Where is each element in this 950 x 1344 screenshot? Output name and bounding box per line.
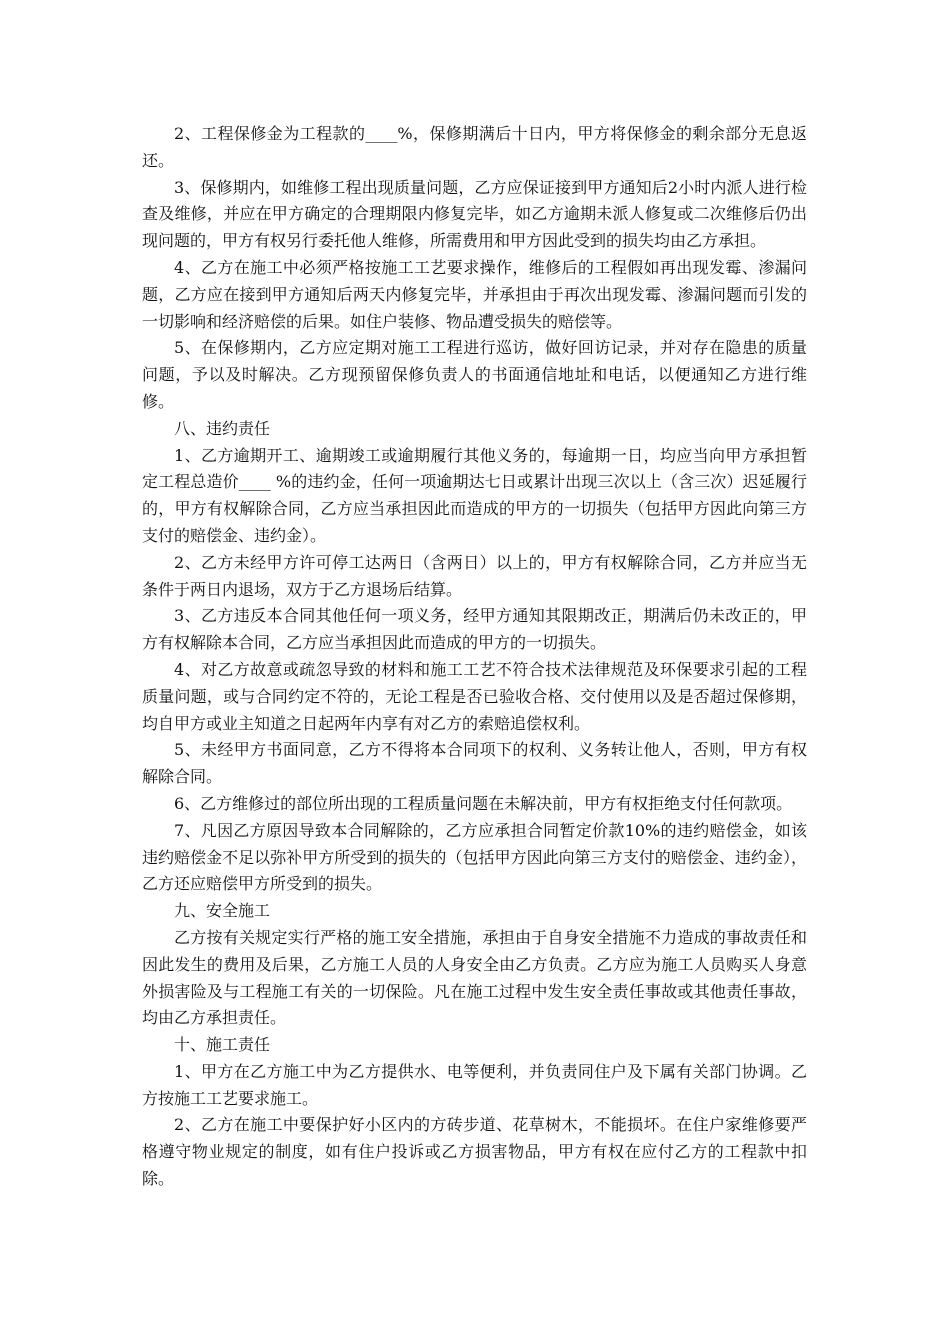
- paragraph-breach-1: 1、乙方逾期开工、逾期竣工或逾期履行其他义务的，每逾期一日，均应当向甲方承担暂定工程总造价____ %的违约金，任何一项逾期达七日或累计出现三次以上（含三次）迟延履行的，甲方有权解除合同，乙方应当承担因此而造成的甲方的一切损失（包括甲方因此向第三方支付的赔偿金、违约金）。: [142, 445, 807, 545]
- paragraph-safety: 乙方按有关规定实行严格的施工安全措施，承担由于自身安全措施不力造成的事故责任和因此发生的费用及后果，乙方施工人员的人身安全由乙方负责。乙方应为施工人员购买人身意外损害险及与工程施工有关的一切保险。凡在施工过程中发生安全责任事故或其他责任事故，均由乙方承担责任。: [142, 927, 807, 1028]
- paragraph-breach-3: 3、乙方违反本合同其他任何一项义务，经甲方通知其限期改正，期满后仍未改正的，甲方有权解除本合同，乙方应当承担因此而造成的甲方的一切损失。: [142, 606, 807, 653]
- document-body: [142, 121, 807, 1193]
- section-heading-safety: 九、安全施工: [174, 901, 271, 921]
- paragraph-inspection: 5、在保修期内，乙方应定期对施工工程进行巡访，做好回访记录，并对存在隐患的质量问题，予以及时解决。乙方现预留保修负责人的书面通信地址和电话，以便通知乙方进行维修。: [142, 338, 807, 411]
- paragraph-breach-5: 5、未经甲方书面同意，乙方不得将本合同项下的权利、义务转让他人，否则，甲方有权解除合同。: [142, 740, 807, 787]
- paragraph-breach-4: 4、对乙方故意或疏忽导致的材料和施工工艺不符合技术法律规范及环保要求引起的工程质量问题，或与合同约定不符的，无论工程是否已验收合格、交付使用以及是否超过保修期，均自甲方或业主知道之日起两年内享有对乙方的索赔追偿权利。: [142, 659, 807, 733]
- paragraph-warranty-repair: 3、保修期内，如维修工程出现质量问题，乙方应保证接到甲方通知后2小时内派人进行检查及维修，并应在甲方确定的合理期限内修复完毕，如乙方逾期未派人修复或二次维修后仍出现问题的，甲方有权另行委托他人维修，所需费用和甲方因此受到的损失均由乙方承担。: [142, 177, 807, 251]
- section-heading-construction: 十、施工责任: [174, 1035, 271, 1055]
- paragraph-warranty-deposit: 2、工程保修金为工程款的____%，保修期满后十日内，甲方将保修金的剩余部分无息返还。: [142, 124, 807, 170]
- paragraph-construction-1: 1、甲方在乙方施工中为乙方提供水、电等便利，并负责同住户及下属有关部门协调。乙方按施工工艺要求施工。: [142, 1061, 807, 1108]
- paragraph-breach-6: 6、乙方维修过的部位所出现的工程质量问题在未解决前，甲方有权拒绝支付任何款项。: [174, 793, 793, 813]
- paragraph-breach-2: 2、乙方未经甲方许可停工达两日（含两日）以上的，甲方有权解除合同，乙方并应当无条件于两日内退场，双方于乙方退场后结算。: [142, 552, 807, 599]
- section-heading-breach: 八、违约责任: [174, 418, 271, 438]
- paragraph-construction-2: 2、乙方在施工中要保护好小区内的方砖步道、花草树木，不能损坏。在住户家维修要严格遵守物业规定的制度，如有住户投诉或乙方损害物品，甲方有权在应付乙方的工程款中扣除。: [142, 1115, 807, 1189]
- paragraph-breach-7: 7、凡因乙方原因导致本合同解除的，乙方应承担合同暂定价款10%的违约赔偿金，如该违约赔偿金不足以弥补甲方所受到的损失的（包括甲方因此向第三方支付的赔偿金、违约金），乙方还应赔偿甲方所受到的损失。: [142, 820, 807, 894]
- paragraph-mold-leak: 4、乙方在施工中必须严格按施工工艺要求操作，维修后的工程假如再出现发霉、渗漏问题，乙方应在接到甲方通知后两天内修复完毕，并承担由于再次出现发霉、渗漏问题而引发的一切影响和经济赔偿的后果。如住户装修、物品遭受损失的赔偿等。: [142, 257, 807, 331]
